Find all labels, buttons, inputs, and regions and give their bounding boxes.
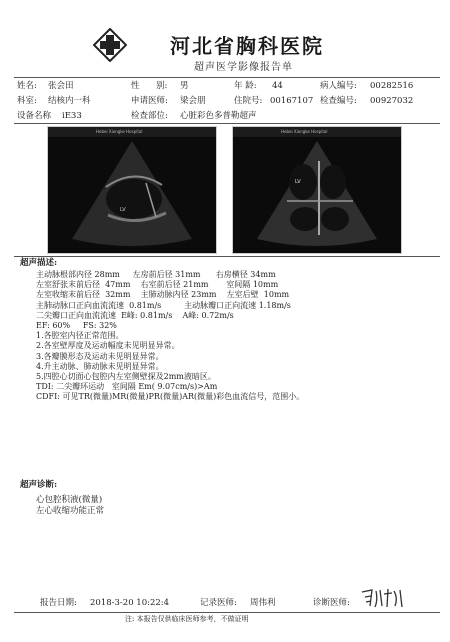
findings-line: 1.各腔室内径正常范围。 [36,331,124,341]
report-date-label: 报告日期: [40,598,77,608]
exam-part-value: 心脏彩色多普勒超声 [180,111,257,121]
bed-value: 00167107 [270,96,314,106]
sex-value: 男 [180,81,189,91]
header-divider [14,77,440,78]
footer-note: 注: 本报告仅供临床医师参考，不做证明 [125,615,249,623]
lv-label-right: LV [295,179,301,185]
patient-no-value: 00282516 [370,81,414,91]
handwritten-signature-icon [358,586,406,610]
exam-no-value: 00927032 [370,96,414,106]
findings-line: 3.各瓣膜形态及运动未见明显异常。 [36,351,164,361]
sex-label: 性 [131,81,140,91]
name-label: 姓名: [17,81,37,91]
findings-line: 主肺动脉口正向血流流速 0.81m/s 主动脉瓣口正向流速 1.18m/s [36,300,291,310]
age-value: 44 [272,81,283,91]
doctor-label: 申请医师: [131,96,168,106]
doctor-value: 梁会朋 [180,96,206,106]
hospital-logo-icon [93,28,127,62]
findings-line: 二尖瓣口正向血流流速 E峰: 0.81m/s A峰: 0.72m/s [36,310,234,320]
findings-line: CDFI: 可见TR(微量)MR(微量)PR(微量)AR(微量)彩色血流信号，范围小。 [36,392,305,402]
report-date-value: 2018-3-20 10:22:4 [90,598,170,608]
left-image-caption: Hebei Xiongke Hospital [96,129,143,134]
image-divider [14,256,440,257]
diagnosis-line: 左心收缩功能正常 [36,506,105,516]
bed-label: 住院号: [234,96,263,106]
exam-no-label: 检查编号: [320,96,357,106]
lv-label-left: LV [120,207,126,213]
report-title: 超声医学影像报告单 [194,62,293,73]
sex-label-2: 别: [156,81,168,91]
diagnosis-line: 心包腔积液(微量) [36,495,103,505]
findings-line: 左室收缩末前后径 32mm 主肺动脉内径 23mm 左室后壁 10mm [36,290,290,300]
findings-line: TDI: 二尖瓣环运动 室间隔 Em( 9.07cm/s)>Am [36,382,218,392]
right-image-caption: Hebei Xiongke Hospital [281,129,328,134]
recorder-label: 记录医师: [200,598,237,608]
footer-divider [14,612,440,613]
ultrasound-scan-right-icon [233,127,401,253]
findings-line: 2.各室壁厚度及运动幅度未见明显异常。 [36,341,180,351]
ultrasound-image-right [232,126,402,254]
dept-label: 科室: [17,96,37,106]
findings-line: 5.四腔心切面心包腔内左室侧壁探及2mm液暗区。 [36,372,216,382]
device-value: iE33 [62,111,82,121]
patient-no-label: 病人编号: [320,81,357,91]
ultrasound-image-left [47,126,217,254]
dept-value: 结核内一科 [48,96,91,106]
ultrasound-scan-left-icon [48,127,216,253]
findings-line: 左室舒张末前后径 47mm 右室前后径 21mm 室间隔 10mm [36,280,279,290]
info-divider [14,123,440,124]
diagnosis-title: 超声诊断: [20,480,58,490]
findings-body [36,270,304,403]
diagnosing-doctor-label: 诊断医师: [313,598,350,608]
findings-line: EF: 60% FS: 32% [36,321,117,331]
hospital-name: 河北省胸科医院 [170,34,324,58]
device-label: 设备名称 [17,111,52,121]
name-value: 张会田 [48,81,74,91]
exam-part-label: 检查部位: [131,111,168,121]
findings-title: 超声描述: [20,258,58,268]
age-label: 年 龄: [234,81,257,91]
findings-line: 主动脉根部内径 28mm 左房前后径 31mm 右房横径 34mm [36,270,276,279]
recorder-value: 周伟利 [250,598,276,608]
findings-line: 4.升主动脉、肺动脉未见明显异常。 [36,361,164,371]
diagnosis-body [36,495,104,517]
